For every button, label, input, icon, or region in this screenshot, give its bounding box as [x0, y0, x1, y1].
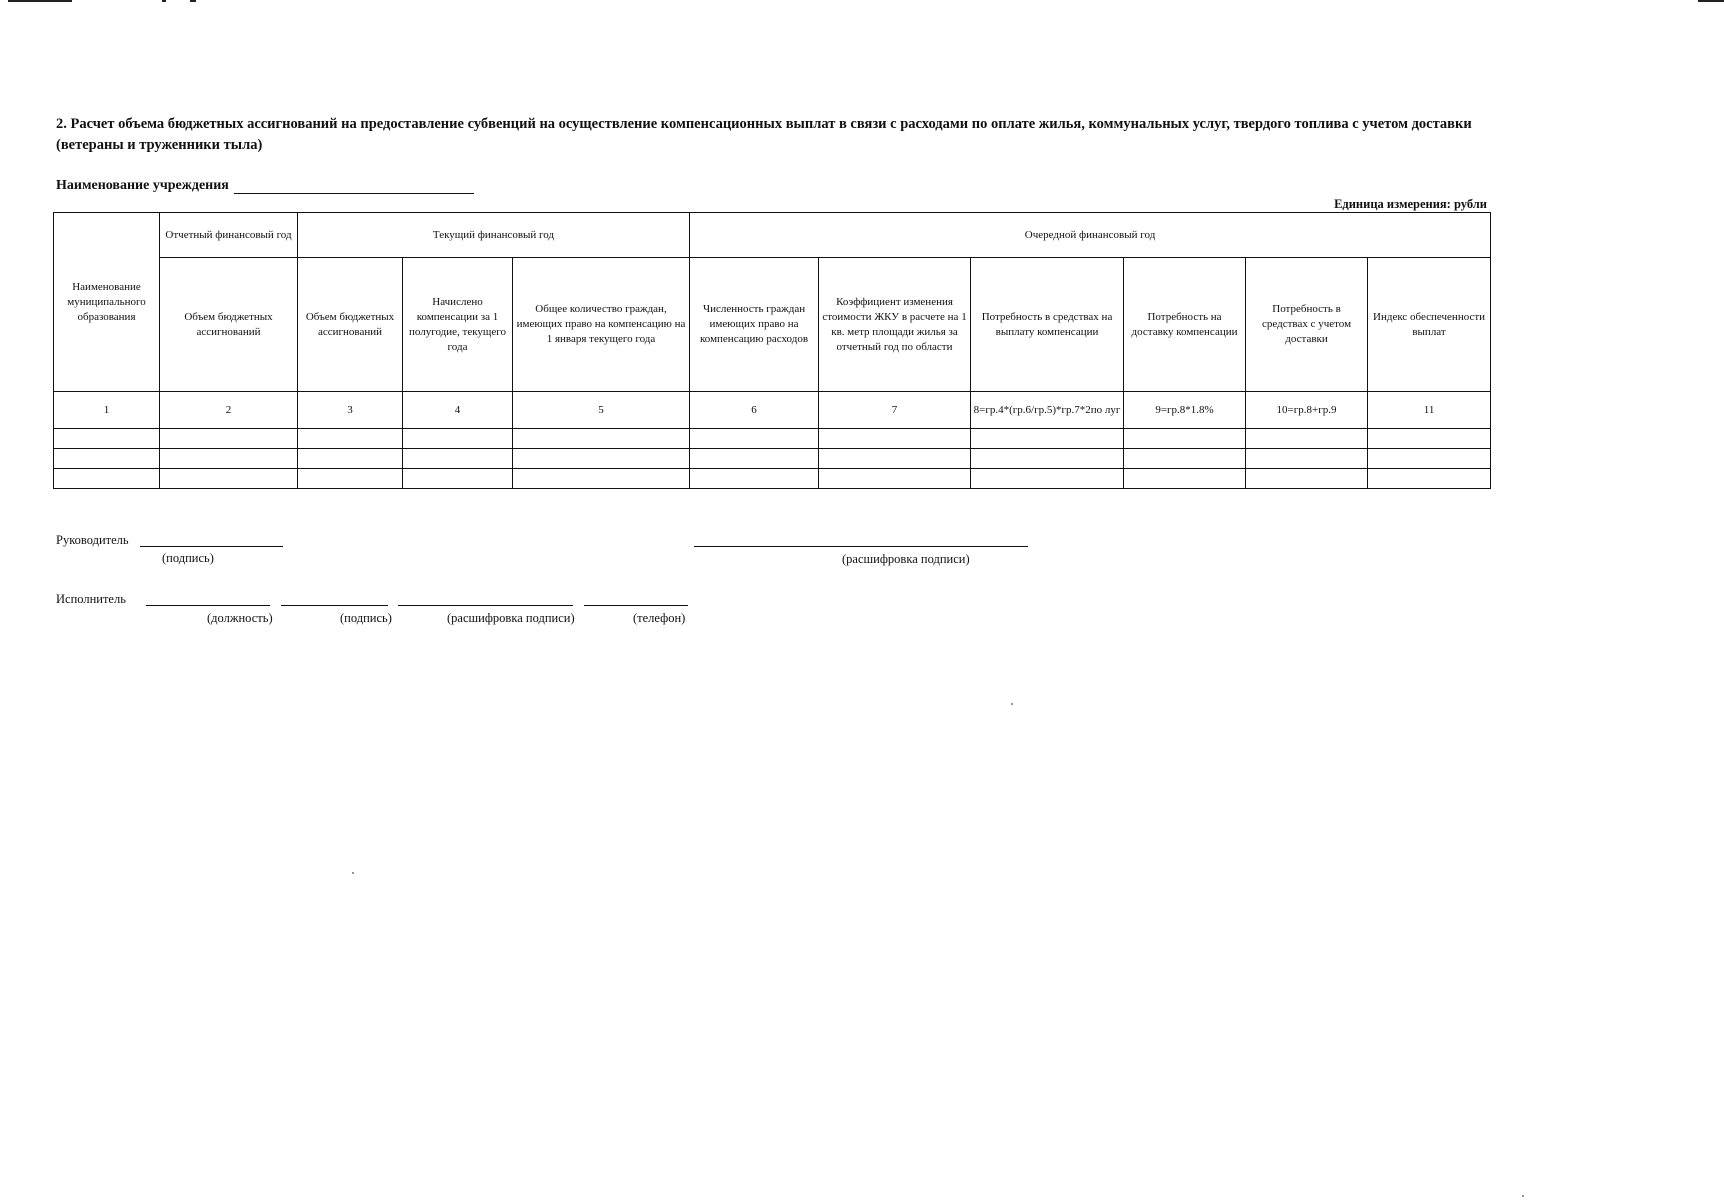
table-row-empty	[54, 449, 1491, 469]
header-row-groups	[54, 213, 1491, 258]
table-cell[interactable]	[1246, 469, 1368, 489]
col-number: 3	[298, 392, 403, 429]
scan-mark-right	[1698, 0, 1724, 2]
col-number: 9=гр.8*1.8%	[1124, 392, 1246, 429]
table-cell[interactable]	[1368, 449, 1491, 469]
col-number: 6	[690, 392, 819, 429]
col-header: Объем бюджетных ассигнований	[160, 258, 298, 392]
table-row-empty	[54, 429, 1491, 449]
col-number: 10=гр.8+гр.9	[1246, 392, 1368, 429]
table-cell[interactable]	[1368, 469, 1491, 489]
table-cell[interactable]	[403, 469, 513, 489]
scan-mark-left	[8, 0, 72, 2]
col-header: Общее количество граждан, имеющих право на компенсацию на 1 января текущего года	[513, 258, 690, 392]
group-current-year: Текущий финансовый год	[298, 213, 690, 258]
col-header: Численность граждан имеющих право на компенсацию расходов	[690, 258, 819, 392]
col-number: 2	[160, 392, 298, 429]
col-header: Потребность на доставку компенсации	[1124, 258, 1246, 392]
table-cell[interactable]	[403, 449, 513, 469]
scan-mark-mid2	[190, 0, 196, 2]
organization-label: Наименование учреждения	[56, 178, 229, 193]
exec-phone-line	[584, 605, 688, 606]
col-header: Потребность в средствах с учетом доставки	[1246, 258, 1368, 392]
head-signature-caption: (подпись)	[162, 551, 214, 565]
scan-mark-mid	[162, 0, 166, 2]
table-cell[interactable]	[298, 429, 403, 449]
table-cell[interactable]	[819, 469, 971, 489]
exec-decode-line	[398, 605, 573, 606]
table-cell[interactable]	[1246, 449, 1368, 469]
group-next-year: Очередной финансовый год	[690, 213, 1491, 258]
col-header: Коэффициент изменения стоимости ЖКУ в расчете на 1 кв. метр площади жилья за отчетный год по области	[819, 258, 971, 392]
head-decode-line	[694, 546, 1028, 547]
col-header: Объем бюджетных ассигнований	[298, 258, 403, 392]
table-cell[interactable]	[160, 429, 298, 449]
budget-table	[53, 212, 1491, 489]
table-cell[interactable]	[1368, 429, 1491, 449]
col-number: 8=гр.4*(гр.6/гр.5)*гр.7*2по луг	[971, 392, 1124, 429]
table-cell[interactable]	[971, 449, 1124, 469]
table-cell[interactable]	[690, 449, 819, 469]
head-decode-caption: (расшифровка подписи)	[842, 552, 970, 566]
table-cell[interactable]	[160, 469, 298, 489]
executor-label: Исполнитель	[56, 592, 126, 606]
table-cell[interactable]	[54, 469, 160, 489]
table-cell[interactable]	[1124, 469, 1246, 489]
table-cell[interactable]	[54, 449, 160, 469]
table-cell[interactable]	[298, 449, 403, 469]
col-header: Индекс обеспеченности выплат	[1368, 258, 1491, 392]
table-cell[interactable]	[298, 469, 403, 489]
units-label: Единица измерения: рубли	[1334, 197, 1487, 211]
col-municipality-header: Наименование муниципального образования	[54, 213, 160, 392]
table-cell[interactable]	[690, 469, 819, 489]
organization-field	[56, 178, 474, 194]
table-cell[interactable]	[513, 429, 690, 449]
table-cell[interactable]	[1124, 429, 1246, 449]
scan-speck	[1522, 1195, 1524, 1197]
head-signature-line	[140, 546, 283, 547]
table-cell[interactable]	[54, 429, 160, 449]
group-reporting-year: Отчетный финансовый год	[160, 213, 298, 258]
organization-blank-line	[234, 179, 474, 194]
col-number: 11	[1368, 392, 1491, 429]
head-label: Руководитель	[56, 533, 129, 547]
exec-signature-line	[281, 605, 388, 606]
col-number: 5	[513, 392, 690, 429]
scan-speck	[1011, 703, 1013, 705]
exec-signature-caption: (подпись)	[340, 611, 392, 625]
scan-speck	[352, 872, 354, 874]
table-cell[interactable]	[403, 429, 513, 449]
column-number-row	[54, 392, 1491, 429]
table-cell[interactable]	[1124, 449, 1246, 469]
document-title: 2. Расчет объема бюджетных ассигнований на предоставление субвенций на осуществление компенсационных выплат в связи с расходами по оплате жилья, коммунальных услуг, твердого топлива с учетом доставки (ветераны и труженники тыла)	[56, 116, 1472, 153]
table-cell[interactable]	[819, 449, 971, 469]
exec-phone-caption: (телефон)	[633, 611, 686, 625]
table-row-empty	[54, 469, 1491, 489]
table-cell[interactable]	[690, 429, 819, 449]
exec-position-caption: (должность)	[207, 611, 273, 625]
table-cell[interactable]	[513, 469, 690, 489]
table-cell[interactable]	[971, 469, 1124, 489]
col-number: 4	[403, 392, 513, 429]
col-header: Потребность в средствах на выплату компенсации	[971, 258, 1124, 392]
col-header: Начислено компенсации за 1 полугодие, текущего года	[403, 258, 513, 392]
table-cell[interactable]	[1246, 429, 1368, 449]
header-row-columns	[54, 258, 1491, 392]
exec-decode-caption: (расшифровка подписи)	[447, 611, 575, 625]
col-number: 7	[819, 392, 971, 429]
table-cell[interactable]	[819, 429, 971, 449]
table-cell[interactable]	[160, 449, 298, 469]
col-number: 1	[54, 392, 160, 429]
exec-position-line	[146, 605, 270, 606]
table-cell[interactable]	[513, 449, 690, 469]
table-cell[interactable]	[971, 429, 1124, 449]
